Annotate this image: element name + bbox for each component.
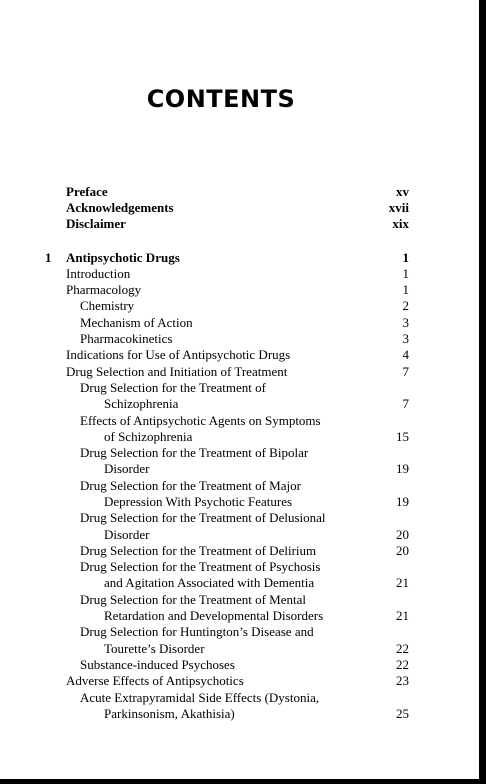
toc-page-number: 4 (402, 347, 409, 363)
toc-page-number: 1 (402, 249, 409, 265)
toc-entry-title: Drug Selection for the Treatment of Delirium (80, 542, 317, 558)
toc-entry-title-continued: Tourette’s Disorder (104, 640, 205, 656)
toc-entry-title: Pharmacology (66, 282, 142, 298)
toc-entry-title: Drug Selection for the Treatment of (80, 379, 266, 395)
toc-entry-title-continued: Parkinsonism, Akathisia) (104, 705, 235, 721)
toc-entry-title: Disclaimer (66, 216, 126, 232)
toc-page-number: 21 (396, 575, 409, 591)
toc-page-number: 7 (402, 396, 409, 412)
toc-entry-title: Effects of Antipsychotic Agents on Symptoms (80, 412, 321, 428)
toc-entry-title: Drug Selection for the Treatment of Psychosis (80, 559, 321, 575)
toc-page-number: 22 (396, 657, 409, 672)
page-title: CONTENTS (146, 85, 296, 113)
toc-entry-title: Indications for Use of Antipsychotic Drugs (66, 347, 291, 363)
toc-entry-title: Drug Selection for the Treatment of Major (80, 477, 301, 493)
toc-page-number: 2 (402, 298, 409, 314)
toc-entry-title: Drug Selection for the Treatment of Mental (80, 591, 307, 607)
toc-entry-title-continued: Retardation and Developmental Disorders (104, 608, 324, 624)
toc-entry-title-continued: and Agitation Associated with Dementia (104, 575, 315, 591)
toc-page-number: 15 (396, 428, 409, 444)
toc-page-number: xv (396, 183, 409, 199)
toc-page-number: 3 (402, 331, 409, 346)
chapter-number: 1 (45, 249, 52, 265)
page-edge-bottom (0, 779, 486, 784)
toc-page-number: 19 (396, 493, 409, 509)
toc-entry-title-continued: Depression With Psychotic Features (104, 493, 293, 509)
toc-entry-title: Drug Selection for the Treatment of Bipolar (80, 445, 309, 461)
toc-page-number: 19 (396, 461, 409, 477)
toc-entry-title: Drug Selection for the Treatment of Delusional (80, 510, 326, 526)
toc-page-number: xix (392, 216, 409, 232)
toc-entry-title-continued: Schizophrenia (104, 396, 179, 412)
toc-page-number: 1 (402, 282, 409, 298)
page-edge-right (479, 0, 486, 784)
toc-page-number: 3 (402, 314, 409, 330)
toc-entry-title: Drug Selection for Huntington’s Disease and (80, 624, 314, 640)
toc-entry-title: Pharmacokinetics (80, 331, 173, 346)
toc-entry-title: Adverse Effects of Antipsychotics (66, 673, 244, 689)
toc-page-number: 20 (396, 542, 409, 558)
toc-entry-title: Substance-induced Psychoses (80, 657, 235, 672)
toc-entry-title-continued: of Schizophrenia (104, 428, 193, 444)
toc-entry-title-continued: Disorder (104, 526, 150, 542)
toc-entry-title: Drug Selection and Initiation of Treatment (66, 363, 288, 379)
toc-entry-title: Acknowledgements (66, 199, 174, 215)
toc-page-number: 21 (396, 608, 409, 624)
toc-entry-title: Mechanism of Action (80, 314, 193, 330)
toc-page-number: xvii (388, 199, 409, 215)
toc-entry-title: Antipsychotic Drugs (66, 249, 180, 265)
toc-page-number: 25 (396, 705, 409, 721)
toc-entry-title-continued: Disorder (104, 461, 150, 477)
toc-page-number: 23 (396, 673, 409, 689)
toc-page-number: 20 (396, 526, 409, 542)
toc-page-number: 7 (402, 363, 409, 379)
toc-entry-title: Chemistry (80, 298, 135, 314)
toc-page-number: 22 (396, 640, 409, 656)
toc-page-number: 1 (402, 265, 409, 281)
toc-entry-title: Introduction (66, 265, 131, 281)
toc-entry-title: Acute Extrapyramidal Side Effects (Dystonia, (80, 689, 320, 705)
toc-entry-title: Preface (66, 183, 108, 199)
